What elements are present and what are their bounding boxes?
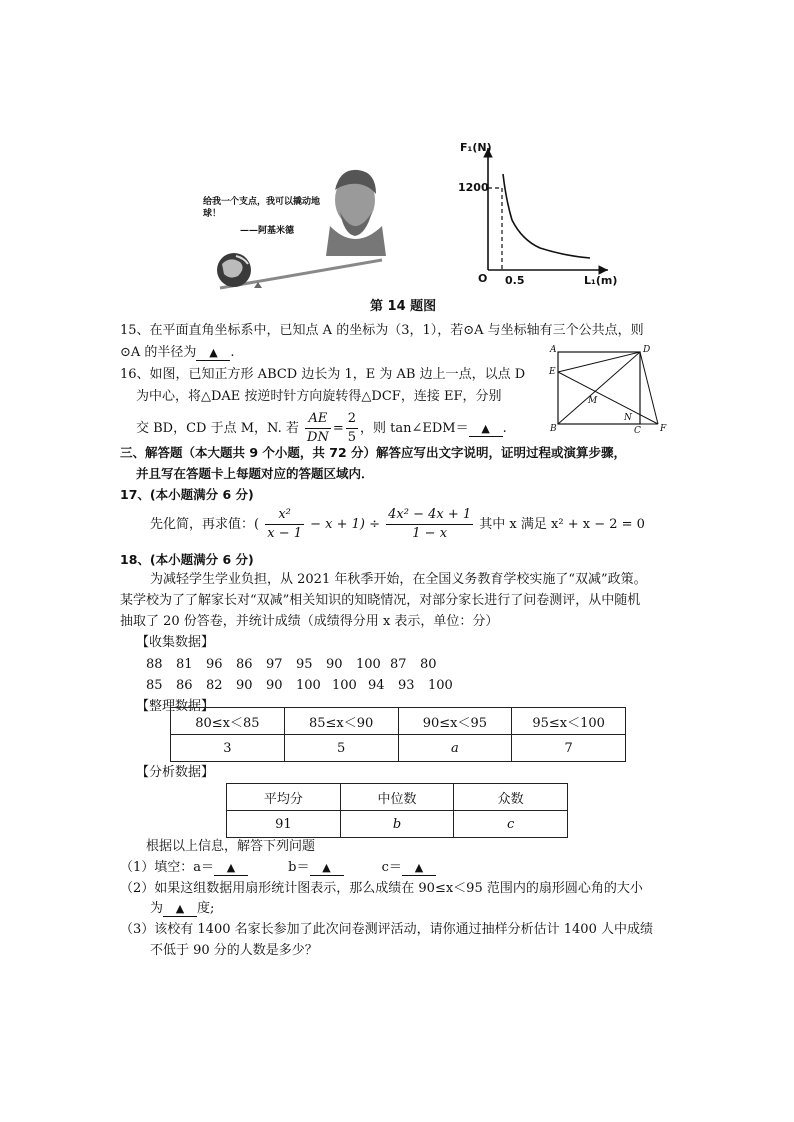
fraction-denominator: x − 1: [267, 526, 302, 541]
x-tick-0-5: 0.5: [505, 274, 525, 287]
q18-sub1: [120, 859, 436, 877]
data-value: 80: [420, 657, 437, 672]
fraction-denominator: 1 − x: [412, 526, 448, 541]
q18-para1: 为减轻学生学业负担，从 2021 年秋季开始，在全国义务教育学校实施了“双减”政策。: [150, 572, 647, 587]
table-row: [227, 811, 568, 838]
fraction-numerator: 2: [346, 410, 358, 429]
table-cell: c: [454, 811, 568, 838]
point-label-a: A: [550, 345, 557, 355]
data-value: 100: [296, 678, 321, 693]
q15-line2-prefix: ⊙A 的半径为: [120, 345, 197, 360]
data-row-1: [146, 656, 450, 674]
data-value: 86: [236, 657, 253, 672]
data-value: 95: [296, 657, 313, 672]
section3-heading-line2: 并且写在答题卡上每题对应的答题区域内．: [136, 466, 374, 481]
data-row-2: [146, 677, 458, 695]
q18-lead: 根据以上信息，解答下列问题: [146, 839, 316, 854]
q18-title: 18、(本小题满分 6 分): [120, 552, 254, 567]
q18-sub2-line2: [150, 900, 214, 918]
answer-blank: ▲: [163, 902, 197, 917]
q17-middle: − x + 1) ÷: [306, 517, 385, 532]
sub2-suffix: 度;: [197, 901, 215, 916]
table-cell: 众数: [454, 784, 568, 811]
fraction-denominator: 5: [347, 430, 357, 445]
table-cell: 95≤x＜100: [512, 708, 626, 735]
origin-label: O: [478, 272, 488, 285]
point-label-m: M: [588, 396, 598, 406]
fraction-ae-dn: [305, 410, 331, 447]
fraction-numerator: AE: [305, 410, 331, 429]
square-geometry-figure: [546, 346, 676, 436]
point-label-f: F: [660, 424, 667, 434]
table-cell: 80≤x＜85: [171, 708, 285, 735]
organize-data-table: [170, 707, 626, 762]
collect-data-title: 【收集数据】: [136, 635, 215, 650]
table-cell: b: [340, 811, 454, 838]
geometry-canvas: [546, 346, 676, 436]
point-label-b: B: [550, 424, 557, 434]
cartoon-quote: 给我一个支点，我可以撬动地球！: [203, 197, 321, 219]
table-cell: 7: [512, 735, 626, 762]
table-header-row: [227, 784, 568, 811]
q18-para2: 某学校为了了解家长对“双减”相关知识的知晓情况，对部分家长进行了问卷测评，从中随机: [120, 593, 641, 608]
sub2-prefix: 为: [150, 901, 164, 916]
q17-prefix: 先化简，再求值：: [150, 517, 255, 532]
table-cell: 5: [284, 735, 398, 762]
data-value: 90: [236, 678, 253, 693]
sub1-c: c＝: [381, 860, 402, 875]
point-label-n: N: [624, 413, 632, 423]
answer-blank: ▲: [402, 861, 436, 876]
data-value: 100: [356, 657, 381, 672]
q17-suffix: 其中 x 满足 x² + x − 2 = 0: [475, 517, 645, 532]
q15-line1: 15、在平面直角坐标系中，已知点 A 的坐标为（3，1），若⊙A 与坐标轴有三个公共点，则: [120, 323, 644, 338]
analyze-data-title: 【分析数据】: [136, 765, 215, 780]
q15-line2: [120, 344, 235, 362]
table-cell: 平均分: [227, 784, 341, 811]
fraction-numerator: 4x² − 4x + 1: [386, 506, 473, 525]
answer-blank: ▲: [469, 422, 503, 437]
answer-blank: ▲: [196, 346, 230, 361]
data-value: 97: [266, 657, 283, 672]
x-axis-label: L₁(m): [584, 274, 618, 287]
data-value: 90: [266, 678, 283, 693]
organize-data-title: 【整理数据】: [136, 699, 215, 714]
data-value: 82: [206, 678, 223, 693]
table-cell: 3: [171, 735, 285, 762]
data-value: 100: [428, 678, 453, 693]
q16-line2: 为中心，将△DAE 按逆时针方向旋转得△DCF，连接 EF，分别: [136, 389, 502, 404]
q18-sub2-line1: （2）如果这组数据用扇形统计图表示，那么成绩在 90≤x＜95 范围内的扇形圆心角的大小: [120, 881, 643, 896]
q15-line2-suffix: .: [230, 345, 235, 360]
y-tick-1200: 1200: [458, 181, 489, 194]
fraction-quadratic-over-1-x: [386, 506, 473, 543]
data-value: 88: [146, 657, 163, 672]
q18-para3: 抽取了 20 份答卷，并统计成绩（成绩得分用 x 表示，单位：分）: [120, 614, 499, 629]
data-value: 86: [176, 678, 193, 693]
data-value: 87: [390, 657, 407, 672]
equals-sign: =: [332, 421, 344, 436]
data-value: 94: [368, 678, 385, 693]
sub1-prefix: （1）填空：a＝: [120, 860, 215, 875]
point-label-e: E: [549, 367, 556, 377]
table-cell: 91: [227, 811, 341, 838]
data-value: 96: [206, 657, 223, 672]
q18-sub3-line1: （3）该校有 1400 名家长参加了此次问卷测评活动，请你通过抽样分析估计 1400 人中成绩: [120, 922, 653, 937]
analyze-data-table: [226, 783, 568, 838]
inverse-curve: [503, 174, 590, 258]
q16-line3: [136, 410, 507, 447]
q16-line1: 16、如图，已知正方形 ABCD 边长为 1，E 为 AB 边上一点，以点 D: [120, 367, 526, 382]
point-label-c: C: [634, 426, 641, 436]
fraction-denominator: DN: [307, 430, 329, 445]
table-header-row: [171, 708, 626, 735]
data-value: 85: [146, 678, 163, 693]
table-row: [171, 735, 626, 762]
y-axis-label: F₁(N): [460, 141, 492, 154]
data-value: 81: [176, 657, 193, 672]
q16-end: .: [502, 421, 507, 436]
q17-title: 17、(本小题满分 6 分): [120, 487, 254, 502]
figure14-caption: 第 14 题图: [370, 299, 437, 314]
sub1-b: b＝: [288, 860, 310, 875]
data-value: 100: [332, 678, 357, 693]
answer-blank: ▲: [214, 861, 248, 876]
fraction-2-5: [346, 410, 358, 447]
section3-heading-line1: 三、解答题（本大题共 9 个小题，共 72 分）解答应写出文字说明，证明过程或演算步骤，: [120, 445, 627, 460]
table-cell: a: [398, 735, 512, 762]
fraction-numerator: x²: [265, 506, 304, 525]
data-value: 93: [398, 678, 415, 693]
table-cell: 90≤x＜95: [398, 708, 512, 735]
q17-open-paren: (: [254, 517, 260, 532]
table-cell: 85≤x＜90: [284, 708, 398, 735]
fraction-x2-over-x-1: [265, 506, 304, 543]
data-value: 90: [326, 657, 343, 672]
cartoon-author: ——阿基米德: [240, 226, 295, 236]
q17-expression: [150, 506, 645, 543]
q16-line3-suffix: ，则 tan∠EDM＝: [360, 421, 469, 436]
q18-sub3-line2: 不低于 90 分的人数是多少？: [150, 943, 318, 958]
answer-blank: ▲: [310, 861, 344, 876]
q16-line3-prefix: 交 BD，CD 于点 M，N. 若: [136, 421, 299, 436]
table-cell: 中位数: [340, 784, 454, 811]
point-label-d: D: [643, 345, 651, 355]
